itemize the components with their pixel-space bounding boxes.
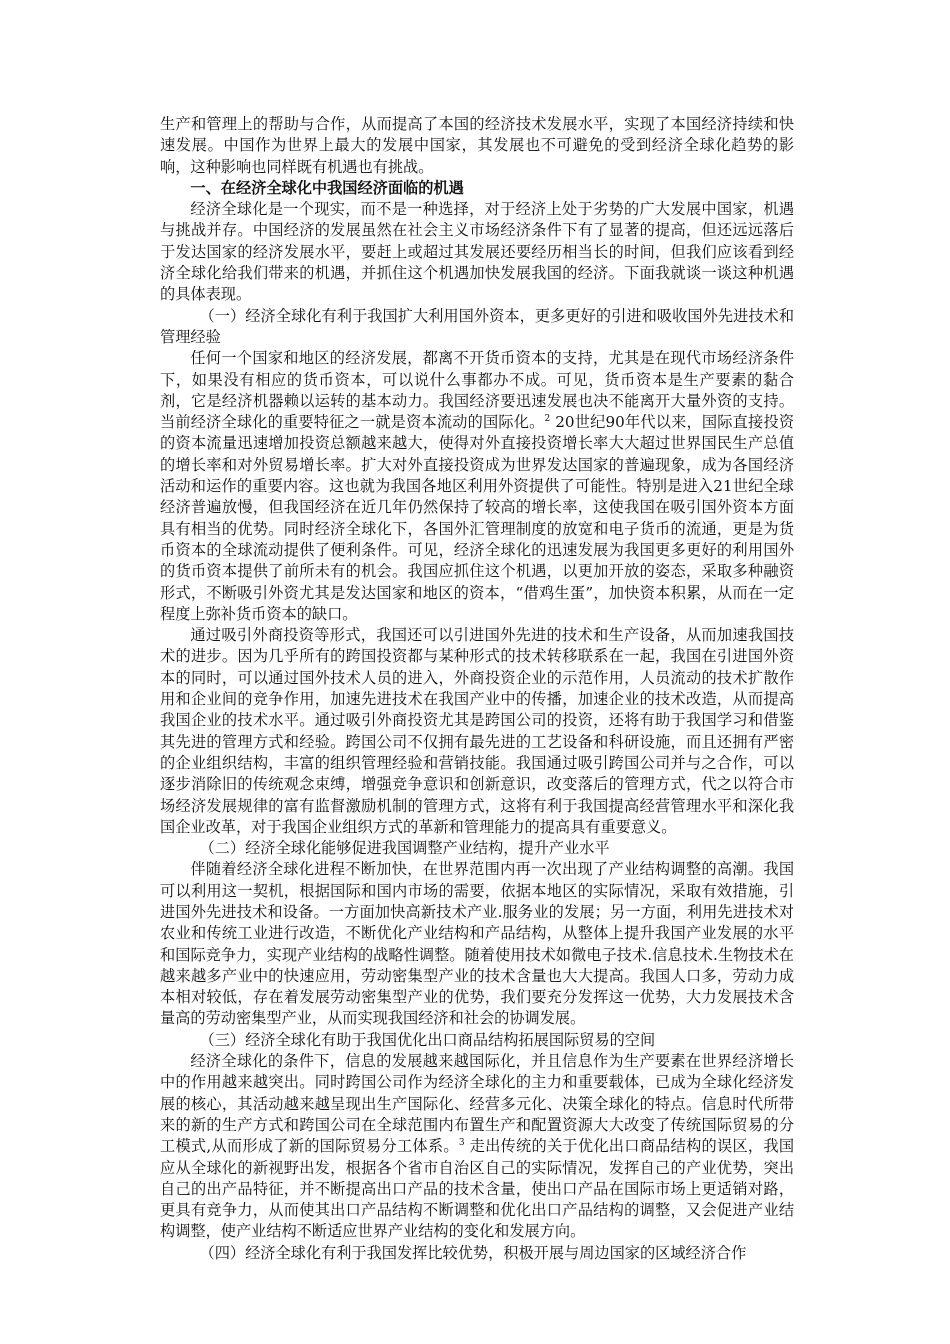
body-paragraph <box>160 1051 794 1243</box>
body-paragraph <box>160 114 794 178</box>
text-run: （三）经济全球化有助于我国优化出口商品结构拓展国际贸易的空间 <box>199 1030 656 1049</box>
body-paragraph <box>160 625 794 838</box>
text-run: 经济全球化的条件下，信息的发展越来越国际化，并且信息作为生产要素在世界经济增长中的作用越来越突出。同时跨国公司作为经济全球化的主力和重要载体，已成为全球化经济发展的核心，其活动越来越呈现出生产国际化、经营多元化、决策全球化的特点。信息时代所带来的新的生产方式和跨国公司在全球范围内布置生产和配置资源大大改变了传统国际贸易的分工模式,从而形成了新的国际贸易分工体系。 <box>160 1052 794 1156</box>
subsection-heading <box>160 1243 794 1264</box>
text-run: 一、在经济全球化中我国经济面临的机遇 <box>190 178 464 197</box>
text-run: （一）经济全球化有利于我国扩大利用国外资本，更多更好的引进和吸收国外先进技术和管理经验 <box>160 306 794 346</box>
text-run: 任何一个国家和地区的经济发展，都离不开货币资本的支持，尤其是在现代市场经济条件下，如果没有相应的货币资本，可以说什么事都办不成。可见，货币资本是生产要素的黏合剂，它是经济机器赖以运转的基本动力。我国经济要迅速发展也决不能离开大量外资的支持。当前经济全球化的重要特征之一就是资本流动的国际化。 <box>160 349 794 432</box>
text-run: 走出传统的关于优化出口商品结构的误区，我国应从全球化的新视野出发，根据各个省市自治区自己的实际情况，发挥自己的产业优势，突出自己的出产品特征，并不断提高出口产品的技术含量，使出口产品在国际市场上更适销对路，更具有竞争力，从而使其出口产品结构不断调整和优化出口产品结构的调整，又会促进产业结构调整，使产业结构不断适应世界产业结构的变化和发展方向。 <box>160 1137 795 1241</box>
document-body <box>160 114 794 1264</box>
text-run: 生产和管理上的帮助与合作，从而提高了本国的经济技术发展水平，实现了本国经济持续和快速发展。中国作为世界上最大的发展中国家，其发展也不可避免的受到经济全球化趋势的影响，这种影响也同样既有机遇也有挑战。 <box>160 115 794 176</box>
body-paragraph <box>160 859 794 1029</box>
text-run: （二）经济全球化能够促进我国调整产业结构，提升产业水平 <box>199 839 610 858</box>
text-run: 20世纪90年代以来，国际直接投资的资本流量迅速增加投资总额越来越大，使得对外直接投资增长率大大超过世界国民生产总值的增长率和对外贸易增长率。扩大对外直接投资成为世界发达国家的普遍现象，成为各国经济活动和运作的重要内容。这也就为我国各地区利用外资提供了可能性。特别是进入21世纪全球经济普遍放慢，但我国经济在近几年仍然保持了较高的增长率，这使我国在吸引国外资本方面具有相当的优势。同时经济全球化下，各国外汇管理制度的放宽和电子货币的流通，更是为货币资本的全球流动提供了便利条件。可见，经济全球化的迅速发展为我国更多更好的利用国外的货币资本提供了前所未有的机会。我国应抓住这个机遇，以更加开放的姿态，采取多种融资形式，不断吸引外资尤其是发达国家和地区的资本，“借鸡生蛋”，加快资本积累，从而在一定程度上弥补货币资本的缺口。 <box>160 413 795 623</box>
subsection-heading <box>160 838 794 859</box>
subsection-heading <box>160 306 794 349</box>
text-run: 伴随着经济全球化进程不断加快，在世界范围内再一次出现了产业结构调整的高潮。我国可以利用这一契机，根据国际和国内市场的需要，依据本地区的实际情况，采取有效措施，引进国外先进技术和设备。一方面加快高新技术产业.服务业的发展；另一方面，利用先进技术对农业和传统工业进行改造，不断优化产业结构和产品结构，从整体上提升我国产业发展的水平和国际竞争力，实现产业结构的战略性调整。随着使用技术如微电子技术.信息技术.生物技术在越来越多产业中的快速应用，劳动密集型产业的技术含量也大大提高。我国人口多，劳动力成本相对较低，存在着发展劳动密集型产业的优势，我们要充分发挥这一优势，大力发展技术含量高的劳动密集型产业，从而实现我国经济和社会的协调发展。 <box>160 860 794 1028</box>
body-paragraph <box>160 199 794 305</box>
footnote-marker: 3 <box>458 1138 465 1149</box>
subsection-heading <box>160 1030 794 1051</box>
text-run: （四）经济全球化有利于我国发挥比较优势，积极开展与周边国家的区域经济合作 <box>199 1243 747 1262</box>
body-paragraph <box>160 348 794 625</box>
text-run: 通过吸引外商投资等形式，我国还可以引进国外先进的技术和生产设备，从而加速我国技术的进步。因为几乎所有的跨国投资都与某种形式的技术转移联系在一起，我国在引进国外资本的同时，可以通过国外技术人员的进入，外商投资企业的示范作用，人员流动的技术扩散作用和企业间的竞争作用，加速先进技术在我国产业中的传播，加速企业的技术改造，从而提高我国企业的技术水平。通过吸引外商投资尤其是跨国公司的投资，还将有助于我国学习和借鉴其先进的管理方式和经验。跨国公司不仅拥有最先进的工艺设备和科研设施，而且还拥有严密的企业组织结构，丰富的组织管理经验和营销技能。我国通过吸引跨国公司并与之合作，可以逐步消除旧的传统观念束缚，增强竞争意识和创新意识，改变落后的管理方式，代之以符合市场经济发展规律的富有监督激励机制的管理方式，这将有利于我国提高经营管理水平和深化我国企业改革，对于我国企业组织方式的革新和管理能力的提高具有重要意义。 <box>160 626 794 836</box>
section-heading <box>160 178 794 199</box>
footnote-marker: 2 <box>544 414 551 425</box>
text-run: 经济全球化是一个现实，而不是一种选择，对于经济上处于劣势的广大发展中国家，机遇与挑战并存。中国经济的发展虽然在社会主义市场经济条件下有了显著的提高，但还远远落后于发达国家的经济发展水平，要赶上或超过其发展还要经历相当长的时间，但我们应该看到经济全球化给我们带来的机遇，并抓住这个机遇加快发展我国的经济。下面我就谈一谈这种机遇的具体表现。 <box>160 200 794 304</box>
